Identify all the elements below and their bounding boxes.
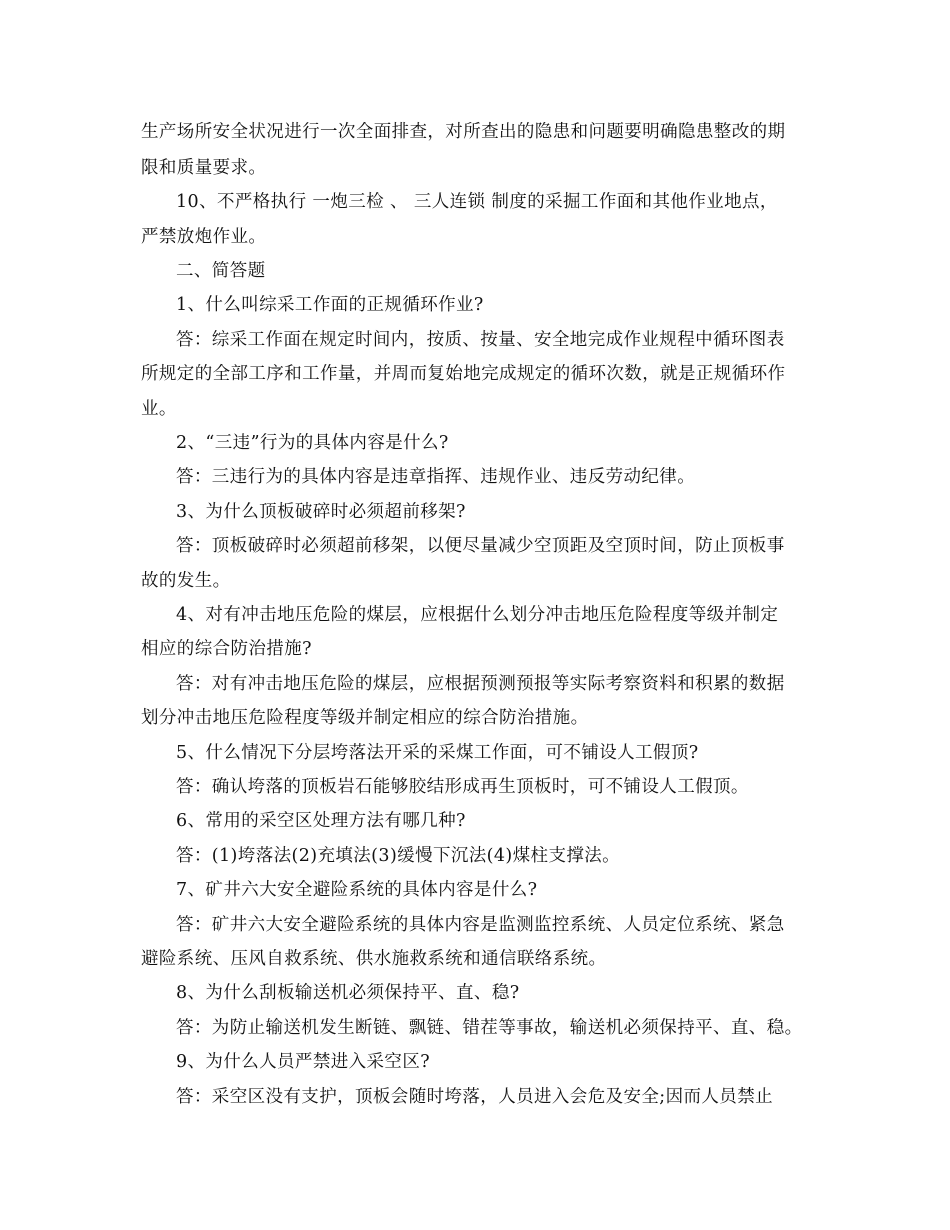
answer-line: 答：(1)垮落法(2)充填法(3)缓慢下沉法(4)煤柱支撑法。 <box>176 846 621 866</box>
answer-line: 答：为防止输送机发生断链、飘链、错茬等事故，输送机必须保持平、直、稳。 <box>176 1018 803 1038</box>
text-line: 故的发生。 <box>141 571 231 591</box>
answer-line: 答：三违行为的具体内容是违章指挥、违规作业、违反劳动纪律。 <box>176 467 696 487</box>
question-line: 2、“三违”行为的具体内容是什么? <box>176 433 449 453</box>
answer-line: 答：采空区没有支护，顶板会随时垮落，人员进入会危及安全;因而人员禁止 <box>176 1087 773 1107</box>
answer-line: 答：确认垮落的顶板岩石能够胶结形成再生顶板时，可不铺设人工假顶。 <box>176 777 749 797</box>
answer-line: 答：对有冲击地压危险的煤层，应根据预测预报等实际考察资料和积累的数据 <box>176 674 785 694</box>
question-line: 3、为什么顶板破碎时必须超前移架? <box>176 502 466 522</box>
text-line: 生产场所安全状况进行一次全面排查，对所查出的隐患和问题要明确隐患整改的期 <box>141 122 786 142</box>
question-line: 5、什么情况下分层垮落法开采的采煤工作面，可不铺设人工假顶? <box>176 743 699 763</box>
question-line: 7、矿井六大安全避险系统的具体内容是什么? <box>176 880 538 900</box>
question-line: 9、为什么人员严禁进入采空区? <box>176 1052 431 1072</box>
text-line: 严禁放炮作业。 <box>141 227 267 247</box>
text-line: 10、不严格执行 一炮三检 、 三人连锁 制度的采掘工作面和其他作业地点， <box>176 192 778 212</box>
text-line: 业。 <box>141 399 177 419</box>
section-heading: 二、简答题 <box>176 261 266 281</box>
text-line: 避险系统、压风自救系统、供水施救系统和通信联络系统。 <box>141 949 607 969</box>
question-line: 4、对有冲击地压危险的煤层，应根据什么划分冲击地压危险程度等级并制定 <box>176 605 779 625</box>
answer-line: 答：矿井六大安全避险系统的具体内容是监测监控系统、人员定位系统、紧急 <box>176 915 785 935</box>
text-line: 限和质量要求。 <box>141 158 267 178</box>
question-line: 1、什么叫综采工作面的正规循环作业? <box>176 295 484 315</box>
text-line: 所规定的全部工序和工作量，并周而复始地完成规定的循环次数，就是正规循环作 <box>141 364 786 384</box>
text-line: 相应的综合防治措施? <box>141 639 312 659</box>
question-line: 6、常用的采空区处理方法有哪几种? <box>176 811 466 831</box>
answer-line: 答：综采工作面在规定时间内，按质、按量、安全地完成作业规程中循环图表 <box>176 330 785 350</box>
text-line: 划分冲击地压危险程度等级并制定相应的综合防治措施。 <box>141 708 589 728</box>
question-line: 8、为什么刮板输送机必须保持平、直、稳? <box>176 983 520 1003</box>
answer-line: 答：顶板破碎时必须超前移架，以便尽量减少空顶距及空顶时间，防止顶板事 <box>176 536 785 556</box>
